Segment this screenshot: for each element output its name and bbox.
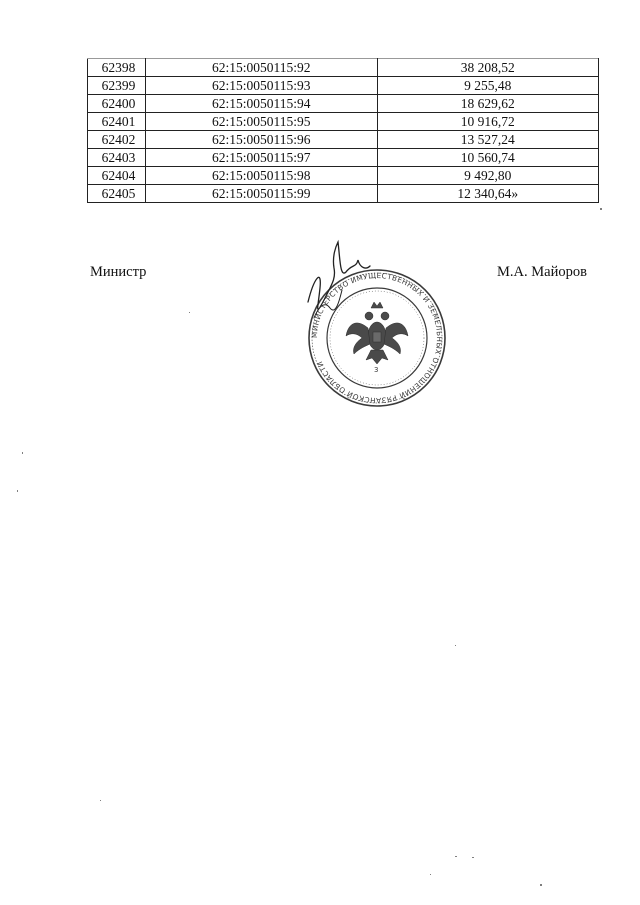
scan-speck: [600, 208, 602, 210]
table-row: [88, 113, 599, 131]
cadastral-value: 10 560,74: [377, 149, 599, 167]
table-row: [88, 131, 599, 149]
cadastral-value-table: [87, 58, 599, 203]
scan-speck: [430, 874, 431, 875]
table-row: [88, 167, 599, 185]
scan-speck: [17, 490, 18, 492]
cadastral-number: 62:15:0050115:96: [145, 131, 377, 149]
row-number: 62398: [88, 59, 146, 77]
row-number: 62400: [88, 95, 146, 113]
row-number: 62403: [88, 149, 146, 167]
cadastral-number: 62:15:0050115:97: [145, 149, 377, 167]
row-number: 62402: [88, 131, 146, 149]
row-number: 62404: [88, 167, 146, 185]
cadastral-value: 9 255,48: [377, 77, 599, 95]
cadastral-value: 38 208,52: [377, 59, 599, 77]
seal-graphic: [296, 238, 458, 408]
table-row: [88, 95, 599, 113]
double-headed-eagle-icon: [346, 302, 408, 364]
coat-of-arms-seal-icon: [296, 238, 458, 408]
scan-speck: [189, 312, 190, 313]
table-row: [88, 185, 599, 203]
cadastral-value: 12 340,64»: [377, 185, 599, 203]
cadastral-number: 62:15:0050115:95: [145, 113, 377, 131]
row-number: 62401: [88, 113, 146, 131]
table-row: [88, 149, 599, 167]
table-row: [88, 77, 599, 95]
scan-speck: [540, 884, 542, 886]
signer-name: М.А. Майоров: [497, 264, 587, 280]
cadastral-number: 62:15:0050115:94: [145, 95, 377, 113]
cadastral-number: 62:15:0050115:99: [145, 185, 377, 203]
svg-text:3: 3: [374, 366, 379, 374]
scan-speck: [472, 857, 474, 858]
seal-text: МИНИСТЕРСТВО ИМУЩЕСТВЕННЫХ И ЗЕМЕЛЬНЫХ ОТНОШЕНИЙ РЯЗАНСКОЙ ОБЛАСТИ: [309, 270, 445, 406]
scan-speck: [100, 800, 101, 801]
scan-speck: [455, 856, 457, 857]
row-number: 62399: [88, 77, 146, 95]
position-title: Министр: [90, 264, 147, 280]
cadastral-number: 62:15:0050115:98: [145, 167, 377, 185]
table-row: [88, 59, 599, 77]
cadastral-number: 62:15:0050115:93: [145, 77, 377, 95]
cadastral-value: 13 527,24: [377, 131, 599, 149]
scan-speck: [22, 452, 23, 454]
row-number: 62405: [88, 185, 146, 203]
cadastral-value: 10 916,72: [377, 113, 599, 131]
scan-speck: [455, 645, 456, 646]
cadastral-value: 18 629,62: [377, 95, 599, 113]
cadastral-number: 62:15:0050115:92: [145, 59, 377, 77]
cadastral-value: 9 492,80: [377, 167, 599, 185]
